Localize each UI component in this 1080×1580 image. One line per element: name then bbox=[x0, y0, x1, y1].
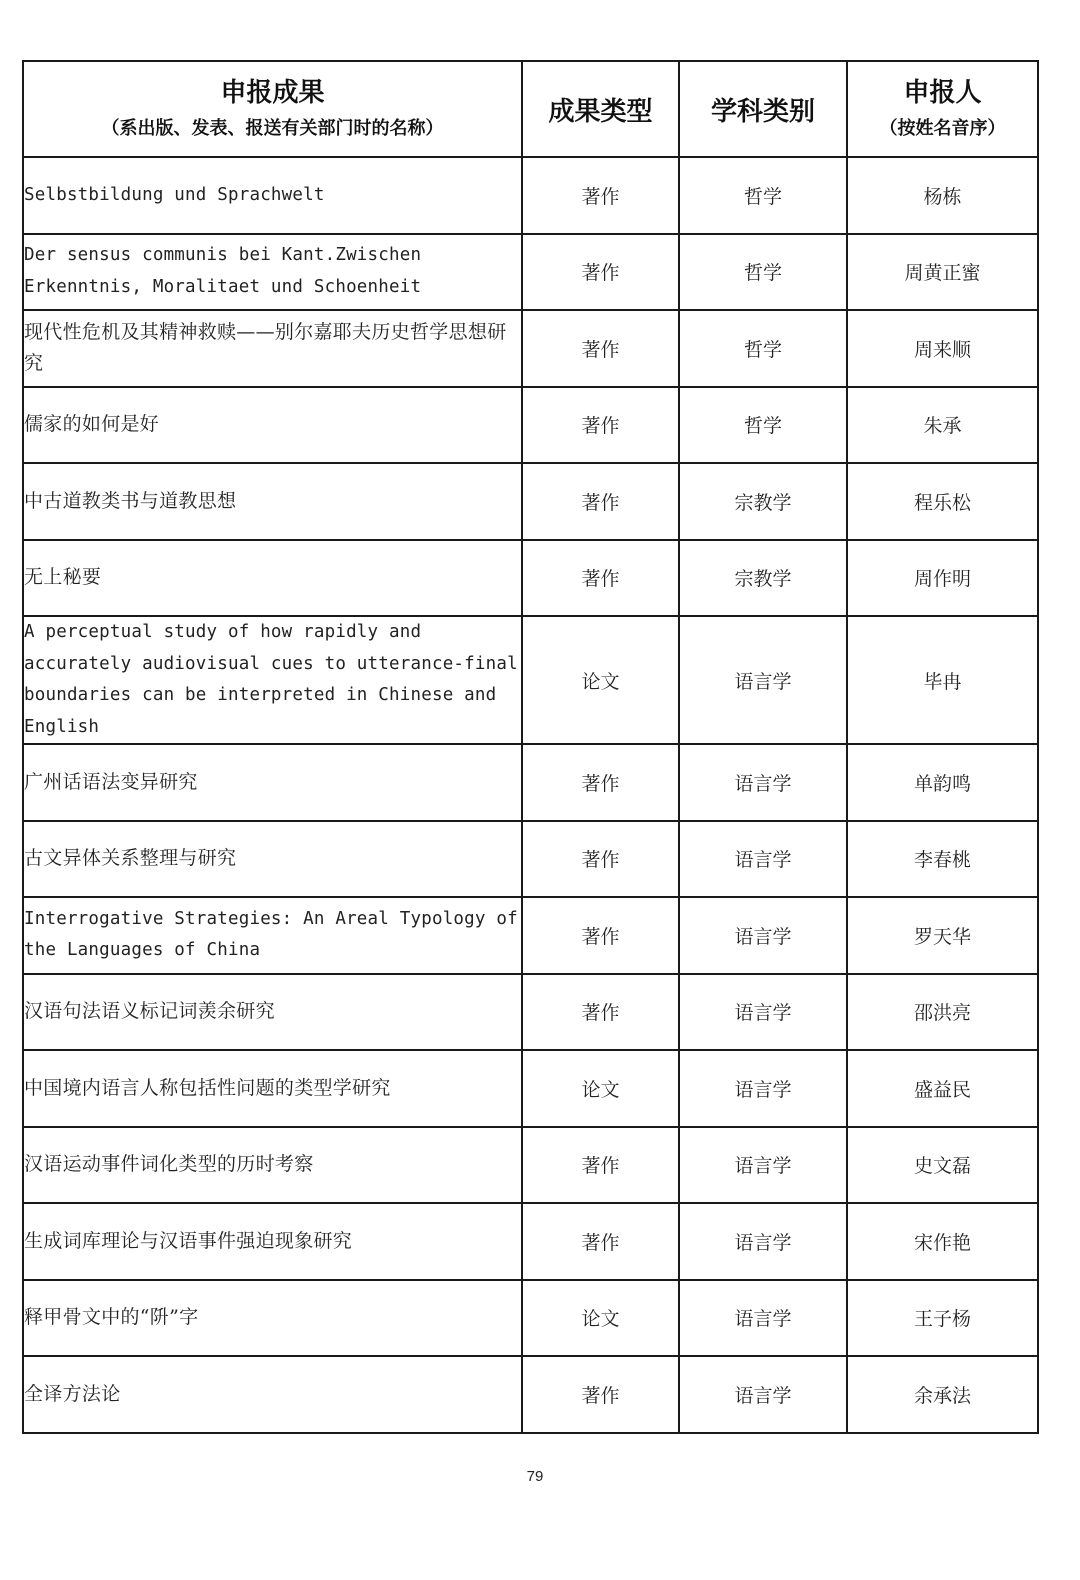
row-applicant: 周来顺 bbox=[847, 310, 1038, 387]
table-row bbox=[23, 540, 1038, 617]
row-discipline: 哲学 bbox=[679, 157, 847, 234]
header-type bbox=[522, 61, 679, 157]
row-discipline: 语言学 bbox=[679, 1356, 847, 1433]
row-applicant: 李春桃 bbox=[847, 821, 1038, 898]
row-type: 著作 bbox=[522, 157, 679, 234]
results-table bbox=[22, 60, 1039, 1434]
row-type: 论文 bbox=[522, 1280, 679, 1357]
row-title: 释甲骨文中的“阩”字 bbox=[23, 1280, 522, 1357]
row-discipline: 语言学 bbox=[679, 744, 847, 821]
row-discipline: 语言学 bbox=[679, 1127, 847, 1204]
row-title: Der sensus communis bei Kant.Zwischen Erkenntnis, Moralitaet und Schoenheit bbox=[23, 234, 522, 311]
row-type: 论文 bbox=[522, 616, 679, 744]
row-title: 生成词库理论与汉语事件强迫现象研究 bbox=[23, 1203, 522, 1280]
row-type: 著作 bbox=[522, 1203, 679, 1280]
row-title: 现代性危机及其精神救赎——别尔嘉耶夫历史哲学思想研究 bbox=[23, 310, 522, 387]
row-discipline: 语言学 bbox=[679, 897, 847, 974]
header-applicant bbox=[847, 61, 1038, 157]
table-header-row bbox=[23, 61, 1038, 157]
row-title: A perceptual study of how rapidly and accurately audiovisual cues to utterance-final boundaries can be interpreted in Chinese and English bbox=[23, 616, 522, 744]
header-discipline bbox=[679, 61, 847, 157]
header-type-label: 成果类型 bbox=[548, 96, 653, 127]
row-type: 著作 bbox=[522, 1127, 679, 1204]
row-title: 汉语句法语义标记词羡余研究 bbox=[23, 974, 522, 1051]
header-applicant-sub: （按姓名音序） bbox=[879, 118, 1006, 139]
row-applicant: 单韵鸣 bbox=[847, 744, 1038, 821]
row-applicant: 周作明 bbox=[847, 540, 1038, 617]
table-row bbox=[23, 1356, 1038, 1433]
row-title: 中古道教类书与道教思想 bbox=[23, 463, 522, 540]
row-applicant: 盛益民 bbox=[847, 1050, 1038, 1127]
table-row bbox=[23, 821, 1038, 898]
row-applicant: 宋作艳 bbox=[847, 1203, 1038, 1280]
row-type: 著作 bbox=[522, 540, 679, 617]
table-row bbox=[23, 1050, 1038, 1127]
header-title-main: 申报成果 bbox=[220, 78, 325, 108]
table-row bbox=[23, 1127, 1038, 1204]
table-row bbox=[23, 310, 1038, 387]
row-discipline: 语言学 bbox=[679, 1280, 847, 1357]
row-title: 中国境内语言人称包括性问题的类型学研究 bbox=[23, 1050, 522, 1127]
row-discipline: 宗教学 bbox=[679, 540, 847, 617]
row-applicant: 程乐松 bbox=[847, 463, 1038, 540]
row-applicant: 余承法 bbox=[847, 1356, 1038, 1433]
row-applicant: 朱承 bbox=[847, 387, 1038, 464]
row-applicant: 周黄正蜜 bbox=[847, 234, 1038, 311]
table-row bbox=[23, 744, 1038, 821]
row-discipline: 语言学 bbox=[679, 1050, 847, 1127]
table-row bbox=[23, 1203, 1038, 1280]
row-type: 论文 bbox=[522, 1050, 679, 1127]
row-title: 汉语运动事件词化类型的历时考察 bbox=[23, 1127, 522, 1204]
row-discipline: 语言学 bbox=[679, 974, 847, 1051]
row-applicant: 史文磊 bbox=[847, 1127, 1038, 1204]
table-row bbox=[23, 897, 1038, 974]
row-title: 古文异体关系整理与研究 bbox=[23, 821, 522, 898]
page-number: 79 bbox=[526, 1468, 544, 1485]
row-applicant: 杨栋 bbox=[847, 157, 1038, 234]
row-title: Selbstbildung und Sprachwelt bbox=[23, 157, 522, 234]
row-title: 广州话语法变异研究 bbox=[23, 744, 522, 821]
row-type: 著作 bbox=[522, 974, 679, 1051]
table-row bbox=[23, 157, 1038, 234]
row-discipline: 哲学 bbox=[679, 387, 847, 464]
row-discipline: 哲学 bbox=[679, 234, 847, 311]
row-discipline: 语言学 bbox=[679, 821, 847, 898]
row-type: 著作 bbox=[522, 821, 679, 898]
row-title: 无上秘要 bbox=[23, 540, 522, 617]
table-row bbox=[23, 974, 1038, 1051]
row-type: 著作 bbox=[522, 234, 679, 311]
header-title bbox=[23, 61, 522, 157]
row-type: 著作 bbox=[522, 387, 679, 464]
row-discipline: 语言学 bbox=[679, 1203, 847, 1280]
row-discipline: 语言学 bbox=[679, 616, 847, 744]
row-type: 著作 bbox=[522, 897, 679, 974]
header-applicant-main: 申报人 bbox=[903, 78, 982, 108]
header-title-sub: （系出版、发表、报送有关部门时的名称） bbox=[101, 118, 444, 139]
row-discipline: 哲学 bbox=[679, 310, 847, 387]
table-row bbox=[23, 616, 1038, 744]
row-type: 著作 bbox=[522, 744, 679, 821]
row-type: 著作 bbox=[522, 1356, 679, 1433]
row-applicant: 毕冉 bbox=[847, 616, 1038, 744]
row-applicant: 罗天华 bbox=[847, 897, 1038, 974]
header-discipline-label: 学科类别 bbox=[710, 96, 815, 127]
row-type: 著作 bbox=[522, 463, 679, 540]
row-applicant: 邵洪亮 bbox=[847, 974, 1038, 1051]
row-title: 全译方法论 bbox=[23, 1356, 522, 1433]
table-row bbox=[23, 463, 1038, 540]
row-title: 儒家的如何是好 bbox=[23, 387, 522, 464]
table-row bbox=[23, 387, 1038, 464]
row-title: Interrogative Strategies: An Areal Typology of the Languages of China bbox=[23, 897, 522, 974]
row-discipline: 宗教学 bbox=[679, 463, 847, 540]
row-type: 著作 bbox=[522, 310, 679, 387]
table-row bbox=[23, 234, 1038, 311]
row-applicant: 王子杨 bbox=[847, 1280, 1038, 1357]
table-row bbox=[23, 1280, 1038, 1357]
